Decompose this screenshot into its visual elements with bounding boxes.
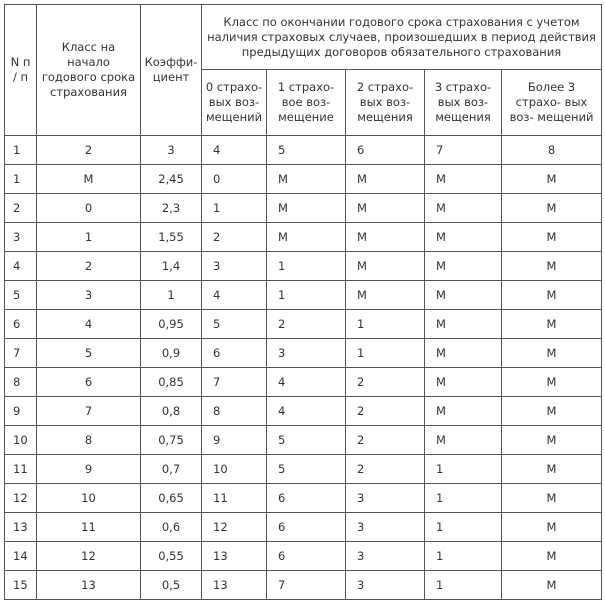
coefficient-cell: 0,65 — [141, 484, 202, 513]
class-3-cell: М — [425, 310, 502, 339]
header-sub-2: 2 страхо- вых воз- мещения — [346, 70, 425, 136]
coefficient-cell: 0,55 — [141, 542, 202, 571]
coefficient-cell: 2,3 — [141, 194, 202, 223]
row-num-cell: 15 — [5, 571, 37, 600]
class-more-cell: М — [502, 455, 602, 484]
row-num-cell: 12 — [5, 484, 37, 513]
class-3-cell: М — [425, 368, 502, 397]
class-start-cell: 9 — [37, 455, 141, 484]
class-more-cell: М — [502, 281, 602, 310]
table-row — [5, 513, 602, 542]
class-3-cell: М — [425, 252, 502, 281]
class-start-cell: 12 — [37, 542, 141, 571]
row-num-cell: 1 — [5, 165, 37, 194]
class-more-cell: М — [502, 397, 602, 426]
coefficient-cell: 0,95 — [141, 310, 202, 339]
class-start-cell: 2 — [37, 252, 141, 281]
coefficient-cell: 0,7 — [141, 455, 202, 484]
class-0-cell: 12 — [202, 513, 267, 542]
class-start-cell: 8 — [37, 426, 141, 455]
class-2-cell: М — [346, 252, 425, 281]
class-0-cell: 6 — [202, 339, 267, 368]
class-2-cell: 1 — [346, 339, 425, 368]
class-1-cell: 7 — [267, 571, 346, 600]
coefficient-cell: 0,85 — [141, 368, 202, 397]
class-more-cell: М — [502, 542, 602, 571]
header-num: N п / п — [5, 5, 37, 136]
class-0-cell: 9 — [202, 426, 267, 455]
header-sub-0: 0 страхо- вых воз- мещений — [202, 70, 267, 136]
table-row — [5, 252, 602, 281]
class-3-cell: 1 — [425, 455, 502, 484]
column-numbers-row — [5, 136, 602, 165]
class-3-cell: М — [425, 426, 502, 455]
coefficient-cell: 1 — [141, 281, 202, 310]
class-more-cell: М — [502, 339, 602, 368]
class-2-cell: 3 — [346, 484, 425, 513]
row-num-cell: 3 — [5, 223, 37, 252]
header-sub-1: 1 страхо- вое воз- мещение — [267, 70, 346, 136]
class-2-cell: М — [346, 281, 425, 310]
class-3-cell: М — [425, 165, 502, 194]
class-more-cell: М — [502, 223, 602, 252]
colnum-cell: 5 — [267, 136, 346, 165]
colnum-cell: 4 — [202, 136, 267, 165]
class-more-cell: М — [502, 513, 602, 542]
class-3-cell: 1 — [425, 513, 502, 542]
class-1-cell: 6 — [267, 542, 346, 571]
class-0-cell: 11 — [202, 484, 267, 513]
class-start-cell: 4 — [37, 310, 141, 339]
class-0-cell: 8 — [202, 397, 267, 426]
class-0-cell: 13 — [202, 542, 267, 571]
class-2-cell: 3 — [346, 542, 425, 571]
colnum-cell: 7 — [425, 136, 502, 165]
table-row — [5, 310, 602, 339]
table-row — [5, 339, 602, 368]
colnum-cell: 3 — [141, 136, 202, 165]
header-coefficient: Коэффи- циент — [141, 5, 202, 136]
class-1-cell: 6 — [267, 513, 346, 542]
class-3-cell: 1 — [425, 484, 502, 513]
class-1-cell: 6 — [267, 484, 346, 513]
class-1-cell: 3 — [267, 339, 346, 368]
class-0-cell: 1 — [202, 194, 267, 223]
class-start-cell: 13 — [37, 571, 141, 600]
coefficient-cell: 0,75 — [141, 426, 202, 455]
class-start-cell: 7 — [37, 397, 141, 426]
coefficient-cell: 0,9 — [141, 339, 202, 368]
class-1-cell: 2 — [267, 310, 346, 339]
class-3-cell: 1 — [425, 571, 502, 600]
class-more-cell: М — [502, 165, 602, 194]
bonus-malus-table — [4, 4, 602, 600]
class-start-cell: М — [37, 165, 141, 194]
row-num-cell: 8 — [5, 368, 37, 397]
table-row — [5, 165, 602, 194]
class-start-cell: 3 — [37, 281, 141, 310]
table-row — [5, 484, 602, 513]
table-row — [5, 542, 602, 571]
class-more-cell: М — [502, 194, 602, 223]
class-0-cell: 3 — [202, 252, 267, 281]
class-1-cell: 1 — [267, 252, 346, 281]
class-start-cell: 11 — [37, 513, 141, 542]
class-more-cell: М — [502, 484, 602, 513]
class-0-cell: 13 — [202, 571, 267, 600]
class-0-cell: 4 — [202, 281, 267, 310]
class-3-cell: М — [425, 339, 502, 368]
header-class-start: Класс на начало годового срока страхования — [37, 5, 141, 136]
row-num-cell: 9 — [5, 397, 37, 426]
class-3-cell: М — [425, 194, 502, 223]
header-sub-3: 3 страхо- вых воз- мещения — [425, 70, 502, 136]
coefficient-cell: 2,45 — [141, 165, 202, 194]
table-row — [5, 223, 602, 252]
row-num-cell: 6 — [5, 310, 37, 339]
row-num-cell: 4 — [5, 252, 37, 281]
class-more-cell: М — [502, 571, 602, 600]
row-num-cell: 11 — [5, 455, 37, 484]
colnum-cell: 2 — [37, 136, 141, 165]
row-num-cell: 7 — [5, 339, 37, 368]
class-2-cell: 2 — [346, 397, 425, 426]
row-num-cell: 5 — [5, 281, 37, 310]
coefficient-cell: 0,6 — [141, 513, 202, 542]
table-row — [5, 455, 602, 484]
class-3-cell: М — [425, 223, 502, 252]
class-start-cell: 6 — [37, 368, 141, 397]
colnum-cell: 8 — [502, 136, 602, 165]
coefficient-cell: 1,55 — [141, 223, 202, 252]
table-row — [5, 426, 602, 455]
table-row — [5, 397, 602, 426]
class-1-cell: М — [267, 194, 346, 223]
class-2-cell: М — [346, 165, 425, 194]
class-1-cell: 1 — [267, 281, 346, 310]
coefficient-cell: 1,4 — [141, 252, 202, 281]
header-class-end-group: Класс по окончании годового срока страхования с учетом наличия страховых случаев, произошедших в период действия предыдущих договоров обязательного страхования — [202, 5, 602, 70]
class-0-cell: 5 — [202, 310, 267, 339]
table-row — [5, 281, 602, 310]
coefficient-cell: 0,8 — [141, 397, 202, 426]
class-start-cell: 0 — [37, 194, 141, 223]
table-row — [5, 571, 602, 600]
class-more-cell: М — [502, 426, 602, 455]
row-num-cell: 2 — [5, 194, 37, 223]
class-2-cell: М — [346, 223, 425, 252]
class-1-cell: 5 — [267, 426, 346, 455]
class-1-cell: М — [267, 165, 346, 194]
class-2-cell: 3 — [346, 513, 425, 542]
class-more-cell: М — [502, 252, 602, 281]
class-start-cell: 10 — [37, 484, 141, 513]
class-0-cell: 2 — [202, 223, 267, 252]
row-num-cell: 14 — [5, 542, 37, 571]
coefficient-cell: 0,5 — [141, 571, 202, 600]
class-more-cell: М — [502, 310, 602, 339]
class-2-cell: 2 — [346, 455, 425, 484]
class-2-cell: 3 — [346, 571, 425, 600]
class-2-cell: М — [346, 194, 425, 223]
class-2-cell: 1 — [346, 310, 425, 339]
class-2-cell: 2 — [346, 426, 425, 455]
class-3-cell: 1 — [425, 542, 502, 571]
class-0-cell: 7 — [202, 368, 267, 397]
colnum-cell: 6 — [346, 136, 425, 165]
class-more-cell: М — [502, 368, 602, 397]
class-1-cell: М — [267, 223, 346, 252]
header-sub-4: Более 3 страхо- вых воз- мещений — [502, 70, 602, 136]
table-row — [5, 368, 602, 397]
class-0-cell: 0 — [202, 165, 267, 194]
class-2-cell: 2 — [346, 368, 425, 397]
class-1-cell: 5 — [267, 455, 346, 484]
class-1-cell: 4 — [267, 397, 346, 426]
row-num-cell: 10 — [5, 426, 37, 455]
table-body — [5, 136, 602, 600]
class-3-cell: М — [425, 397, 502, 426]
class-start-cell: 5 — [37, 339, 141, 368]
class-start-cell: 1 — [37, 223, 141, 252]
row-num-cell: 13 — [5, 513, 37, 542]
table-row — [5, 194, 602, 223]
colnum-cell: 1 — [5, 136, 37, 165]
class-3-cell: М — [425, 281, 502, 310]
class-1-cell: 4 — [267, 368, 346, 397]
class-0-cell: 10 — [202, 455, 267, 484]
